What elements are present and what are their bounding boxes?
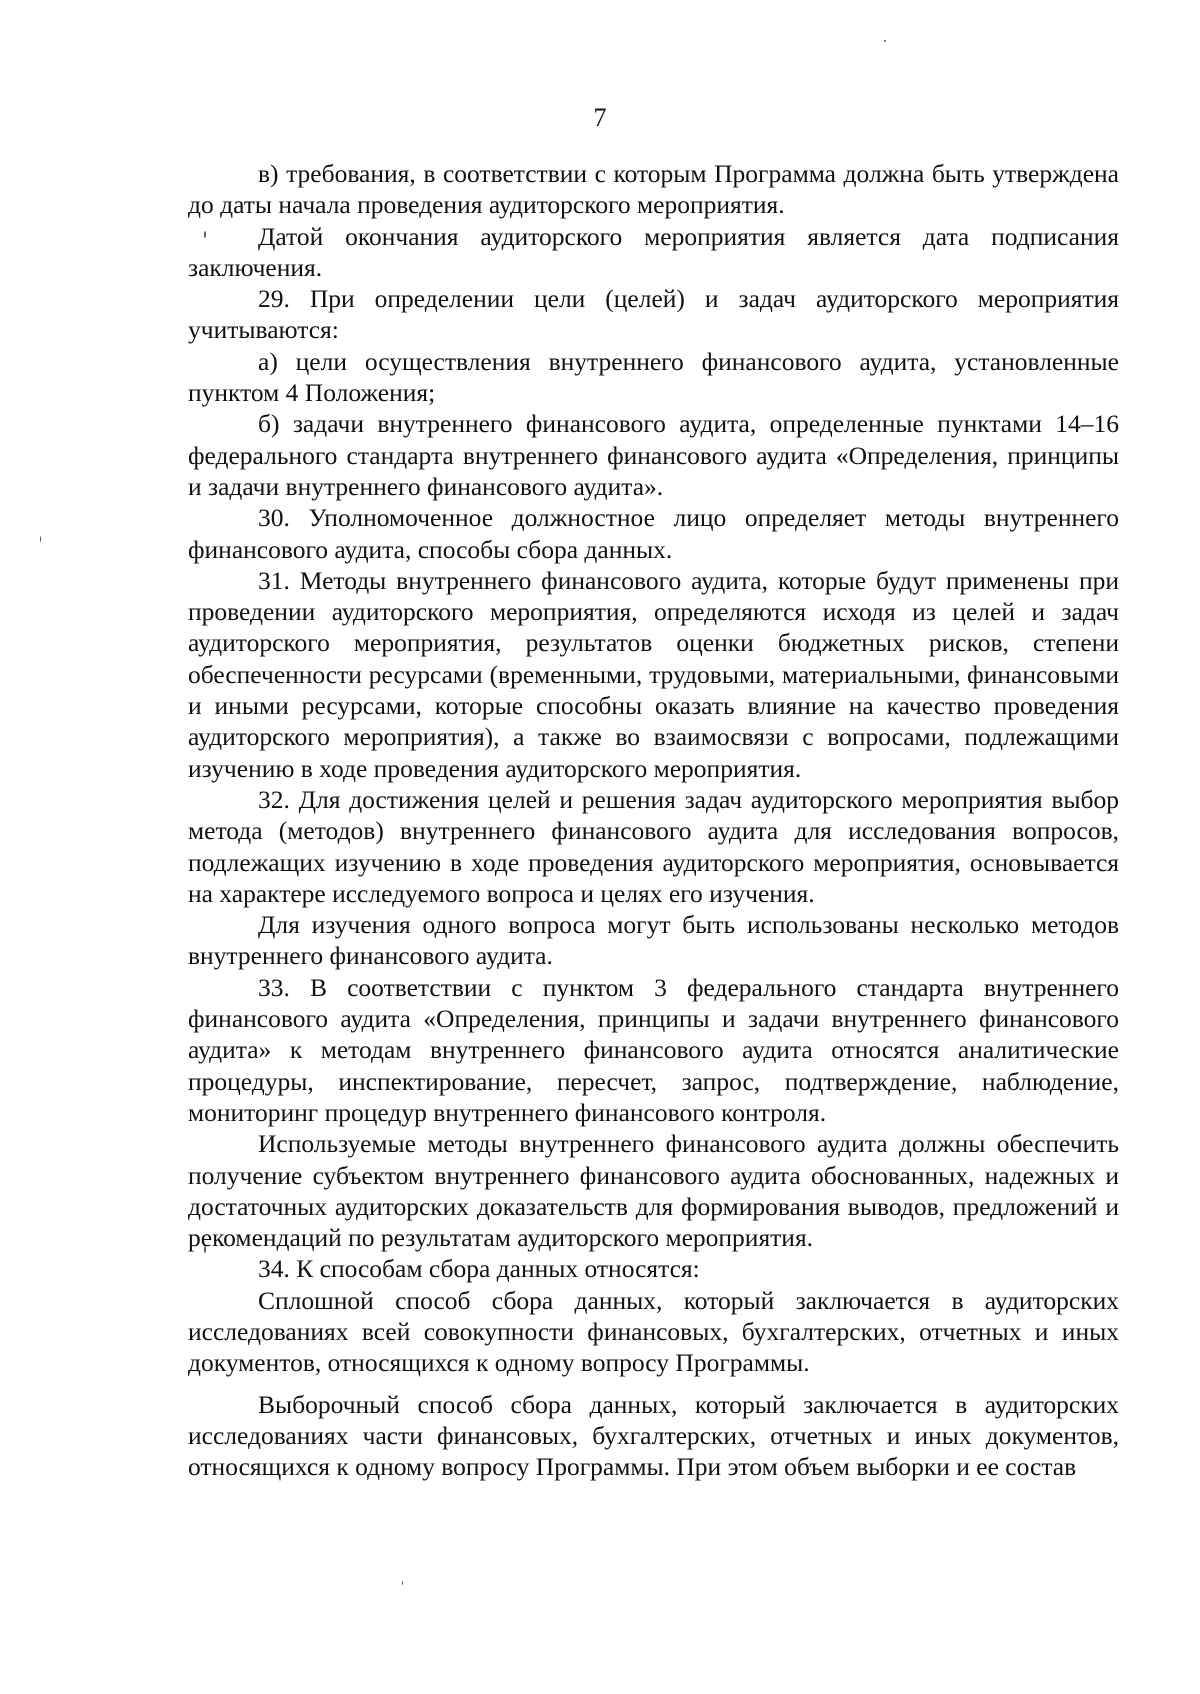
document-body	[188, 158, 1119, 1482]
paragraph-29-b: б) задачи внутреннего финансового аудита, определенные пунктами 14–16 федерального стандарта внутреннего финансового аудита «Определения, принципы и задачи внутреннего финансового аудита».	[188, 409, 1119, 501]
paragraph-29: 29. При определении цели (целей) и задач аудиторского мероприятия учитываются:	[188, 284, 1119, 345]
paragraph-34: 34. К способам сбора данных относятся:	[258, 1254, 700, 1284]
paragraph-31: 31. Методы внутреннего финансового аудита, которые будут применены при проведении аудиторского мероприятия, определяются исходя из целей и задач аудиторского мероприятия, результатов оценки бюджетных рисков, степени обеспеченности ресурсами (временными, трудовыми, материальными, финансовыми и иными ресурсами, которые способны оказать влияние на качество проведения аудиторского мероприятия), а также во взаимосвязи с вопросами, подлежащими изучению в ходе проведения аудиторского мероприятия.	[188, 565, 1119, 783]
paragraph-32-methods: Для изучения одного вопроса могут быть использованы несколько методов внутреннего финансового аудита.	[188, 910, 1119, 971]
page-number: 7	[593, 103, 607, 132]
paragraph-32: 32. Для достижения целей и решения задач аудиторского мероприятия выбор метода (методов) внутреннего финансового аудита для исследования вопросов, подлежащих изучению в ходе проведения аудиторского мероприятия, основывается на характере исследуемого вопроса и целях его изучения.	[188, 784, 1119, 908]
paragraph-audit-end-date: Датой окончания аудиторского мероприятия является дата подписания заключения.	[188, 221, 1119, 282]
paragraph-34-sample: Выборочный способ сбора данных, который заключается в аудиторских исследованиях части финансовых, бухгалтерских, отчетных и иных документов, относящихся к одному вопросу Программы. При этом объем выборки и ее состав	[188, 1389, 1119, 1482]
scan-speck	[884, 40, 886, 42]
paragraph-33: 33. В соответствии с пунктом 3 федерального стандарта внутреннего финансового аудита «Определения, принципы и задачи внутреннего финансового аудита» к методам внутреннего финансового аудита относятся аналитические процедуры, инспектирование, пересчет, запрос, подтверждение, наблюдение, мониторинг процедур внутреннего финансового контроля.	[188, 972, 1119, 1127]
paragraph-34-continuous: Сплошной способ сбора данных, который заключается в аудиторских исследованиях всей совокупности финансовых, бухгалтерских, отчетных и иных документов, относящихся к одному вопросу Программы.	[188, 1285, 1119, 1378]
paragraph-item-v: в) требования, в соответствии с которым Программа должна быть утверждена до даты начала проведения аудиторского мероприятия.	[188, 159, 1119, 220]
paragraph-33-methods-used: Используемые методы внутреннего финансового аудита должны обеспечить получение субъектом внутреннего финансового аудита обоснованных, надежных и достаточных аудиторских доказательств для формирования выводов, предложений и рекомендаций по результатам аудиторского мероприятия.	[188, 1129, 1119, 1253]
paragraph-29-a: а) цели осуществления внутреннего финансового аудита, установленные пунктом 4 Положения;	[188, 346, 1119, 408]
paragraph-30: 30. Уполномоченное должностное лицо определяет методы внутреннего финансового аудита, способы сбора данных.	[188, 503, 1119, 564]
scan-speck	[402, 1581, 403, 1585]
scan-speck	[40, 536, 41, 542]
